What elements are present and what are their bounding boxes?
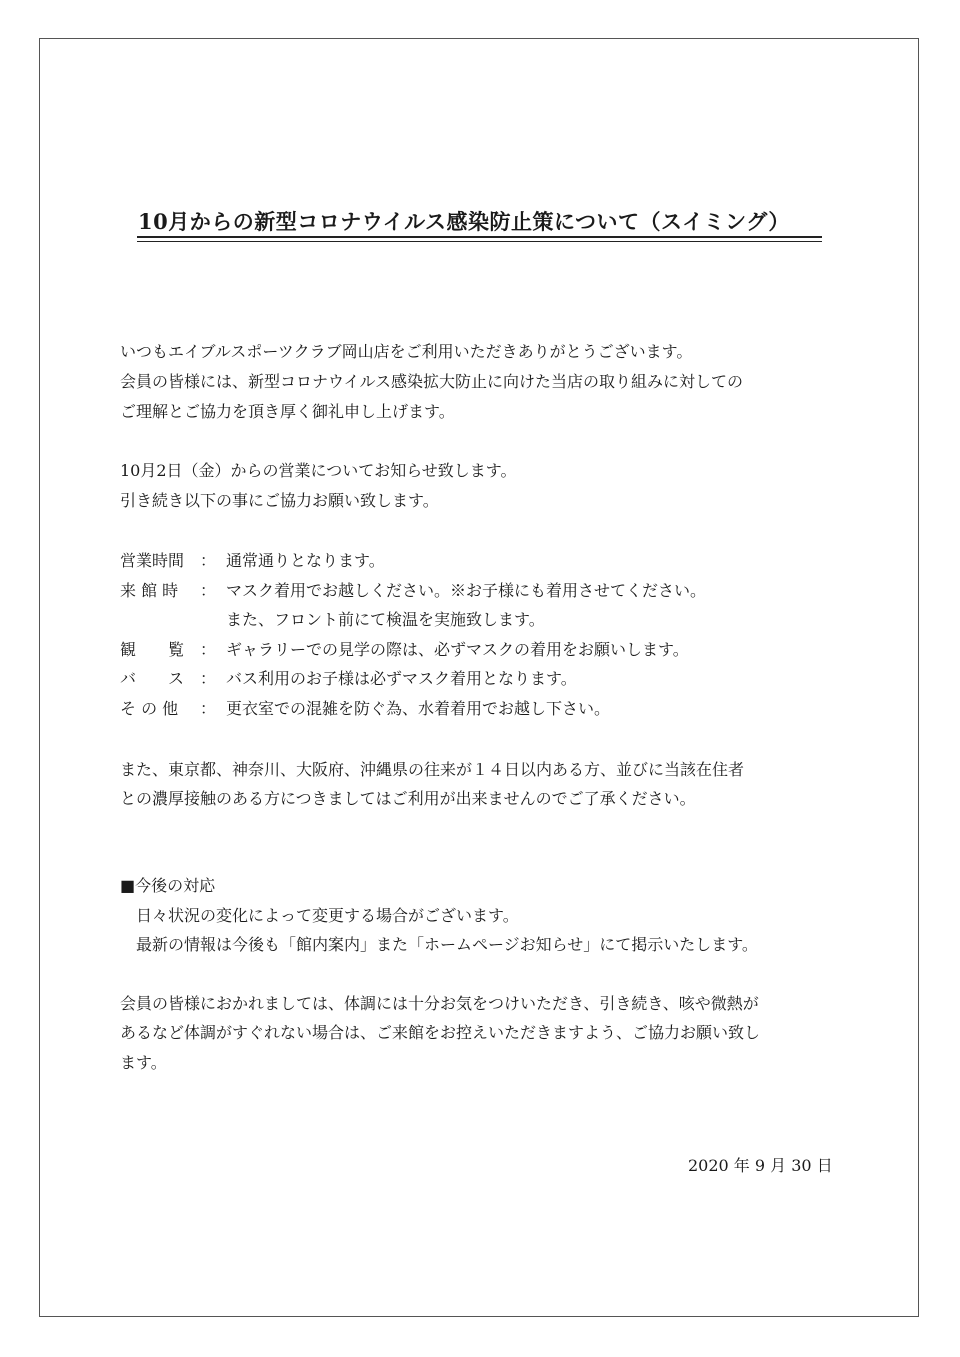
title-underline	[137, 236, 822, 238]
future-line-1: 日々状況の変化によって変更する場合がございます。	[136, 906, 519, 925]
future-heading: ■今後の対応	[120, 876, 216, 895]
rule-colon: ：	[200, 551, 217, 570]
rule-text-hours: 通常通りとなります。	[226, 551, 385, 570]
rule-colon: ：	[200, 699, 217, 718]
greeting-line-1: いつもエイブルスポーツクラブ岡山店をご利用いただきありがとうございます。	[120, 342, 693, 361]
rule-text-viewing: ギャラリーでの見学の際は、必ずマスクの着用をお願いします。	[226, 640, 689, 659]
title-underline-secondary	[137, 241, 822, 242]
rule-label-viewing: 観 覧	[120, 640, 185, 659]
document-title: 10月からの新型コロナウイルス感染防止策について（スイミング）	[138, 209, 790, 234]
rule-label-visit: 来 館 時	[120, 581, 179, 600]
rule-text-visit-continued: また、フロント前にて検温を実施致します。	[226, 610, 545, 629]
rule-text-bus: バス利用のお子様は必ずマスク着用となります。	[226, 669, 577, 688]
rule-text-visit: マスク着用でお越しください。※お子様にも着用させてください。	[226, 581, 707, 600]
closing-line-1: 会員の皆様におかれましては、体調には十分お気をつけいただき、引き続き、咳や微熱が	[120, 994, 759, 1013]
announcement-line-1: 10月2日（金）からの営業についてお知らせ致します。	[120, 461, 517, 480]
travel-notice-line-2: との濃厚接触のある方につきましてはご利用が出来ませんのでご了承ください。	[120, 789, 696, 808]
rule-colon: ：	[200, 669, 217, 688]
closing-line-3: ます。	[120, 1053, 167, 1072]
rule-text-other: 更衣室での混雑を防ぐ為、水着着用でお越し下さい。	[226, 699, 611, 718]
travel-notice-line-1: また、東京都、神奈川、大阪府、沖縄県の往来が１４日以内ある方、並びに当該在住者	[120, 760, 745, 779]
rule-colon: ：	[200, 581, 217, 600]
closing-line-2: あるなど体調がすぐれない場合は、ご来館をお控えいただきますよう、ご協力お願い致し	[120, 1023, 761, 1042]
greeting-line-2: 会員の皆様には、新型コロナウイルス感染拡大防止に向けた当店の取り組みに対しての	[120, 372, 744, 391]
rule-colon: ：	[200, 640, 217, 659]
document-date: 2020 年 9 月 30 日	[688, 1156, 833, 1175]
future-line-2: 最新の情報は今後も「館内案内」また「ホームページお知らせ」にて掲示いたします。	[136, 935, 758, 954]
greeting-line-3: ご理解とご協力を頂き厚く御礼申し上げます。	[120, 402, 455, 421]
rule-label-other: そ の 他	[120, 699, 179, 718]
rule-label-bus: バ ス	[120, 669, 185, 688]
rule-label-hours: 営業時間	[120, 551, 185, 570]
announcement-line-2: 引き続き以下の事にご協力お願い致します。	[120, 491, 439, 510]
